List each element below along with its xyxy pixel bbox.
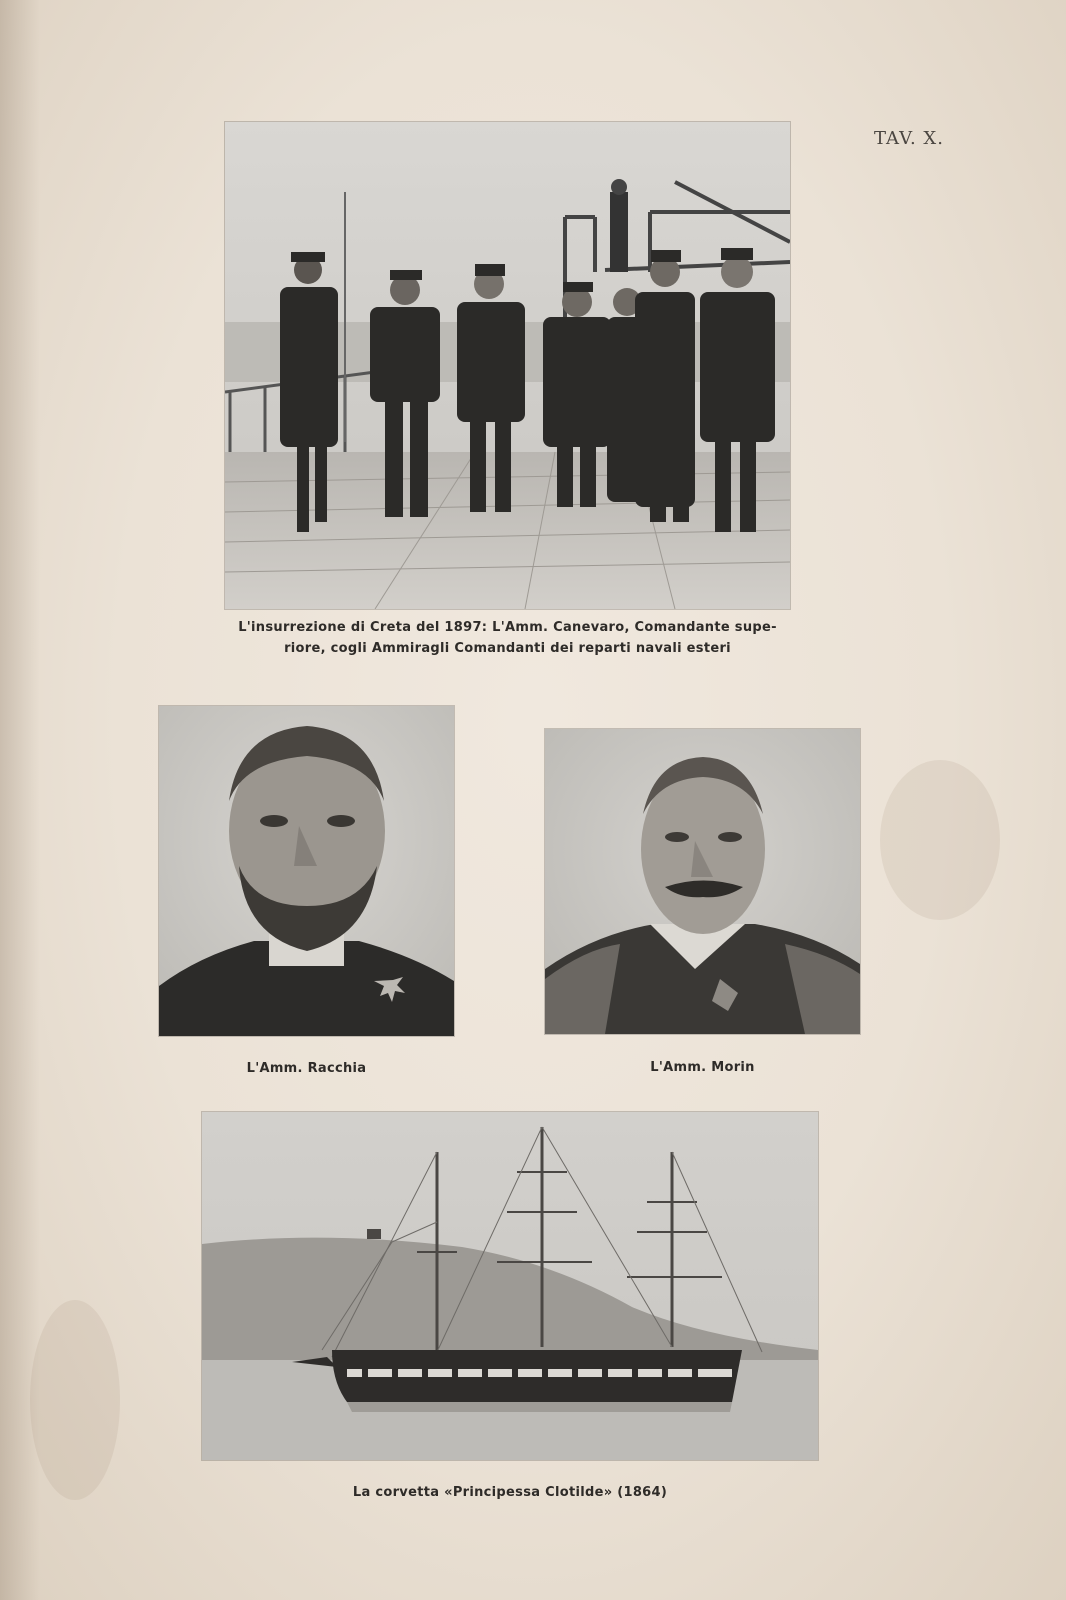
paper-stain <box>880 760 1000 920</box>
morin-portrait <box>545 729 860 1034</box>
admirals-group-photo <box>225 122 790 609</box>
admirals-group-caption <box>200 617 815 659</box>
racchia-portrait <box>159 706 454 1036</box>
plate-number: TAV. X. <box>874 128 944 149</box>
racchia-caption: L'Amm. Racchia <box>246 1061 367 1076</box>
corvette-caption: La corvetta «Principessa Clotilde» (1864) <box>352 1485 668 1500</box>
admirals-group-caption-line2: riore, cogli Ammiragli Comandanti dei reparti navali esteri <box>284 641 731 656</box>
morin-caption: L'Amm. Morin <box>650 1060 755 1075</box>
corvette-photo <box>202 1112 818 1460</box>
paper-stain <box>30 1300 120 1500</box>
admirals-group-caption-line1: L'insurrezione di Creta del 1897: L'Amm. Canevaro, Comandante supe- <box>238 620 777 635</box>
